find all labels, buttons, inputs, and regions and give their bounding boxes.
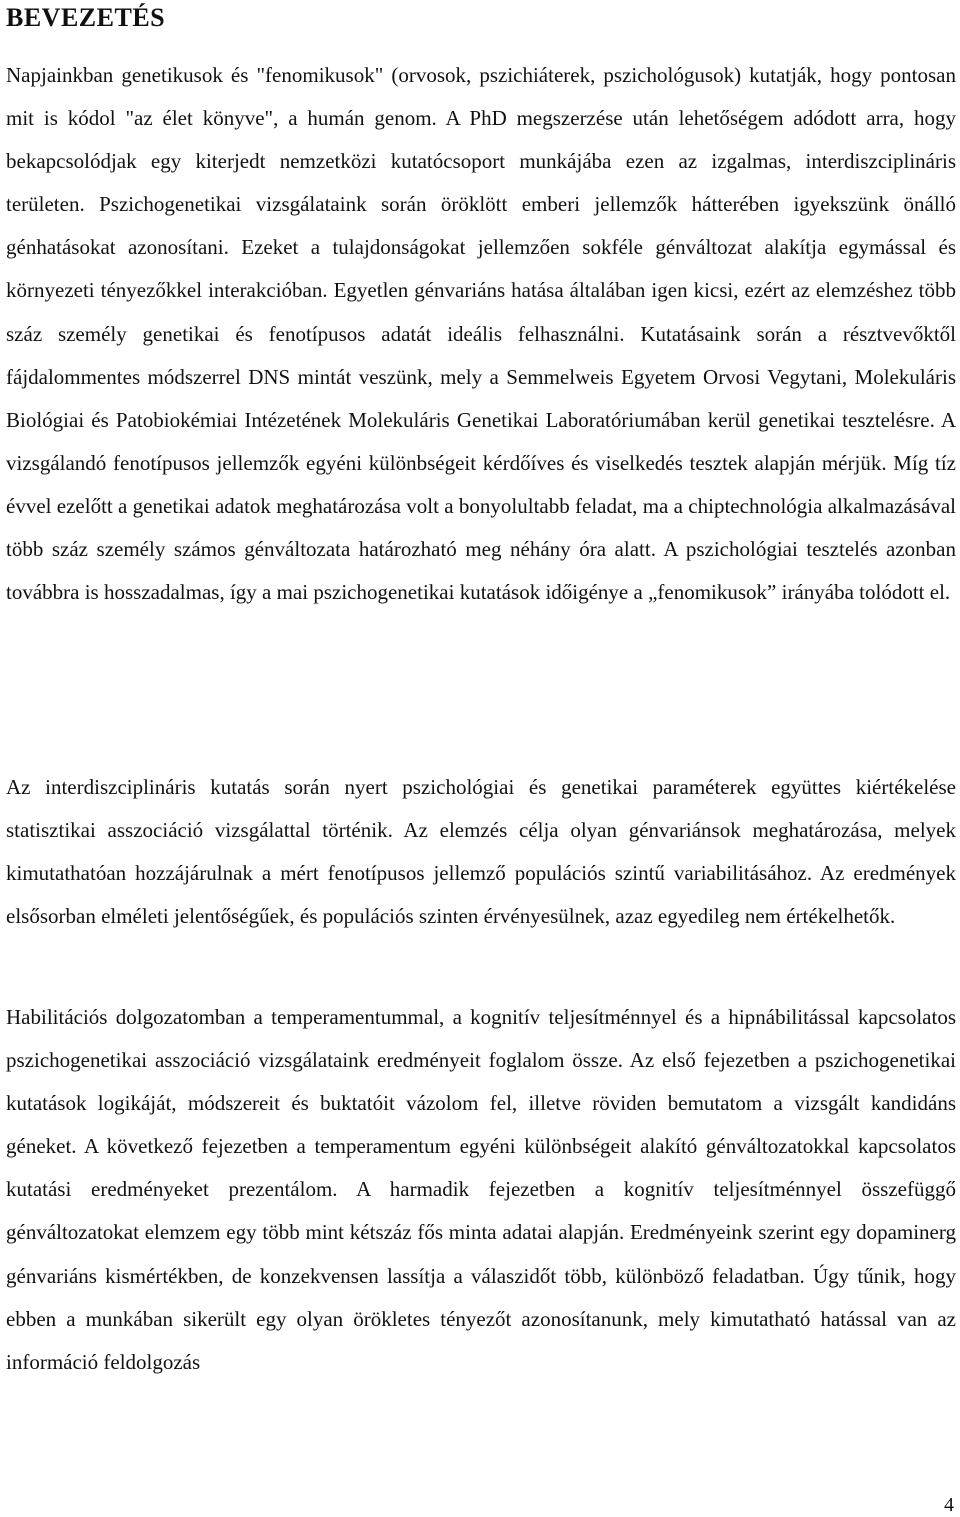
paragraph-analysis: Az interdiszciplináris kutatás során nyert pszichológiai és genetikai paraméterek együttes kiértékelése statisztikai asszociáció vizsgálattal történik. Az elemzés célja olyan génvariánsok meghatározása, melyek kimutathatóan hozzájárulnak a mért fenotípusos jellemző populációs szintű variabilitásához. Az eredmények elsősorban elméleti jelentőségűek, és populációs szinten érvényesülnek, azaz egyedileg nem értékelhetők.	[6, 775, 956, 929]
page-number: 4	[944, 1494, 954, 1516]
paragraph-intro: Napjainkban genetikusok és "fenomikusok" (orvosok, pszichiáterek, pszichológusok) kutatják, hogy pontosan mit is kódol "az élet könyve", a humán genom. A PhD megszerzése után lehetőségem adódott arra, hogy bekapcsolódjak egy kiterjedt nemzetközi kutatócsoport munkájába ezen az izgalmas, interdiszciplináris területen. Pszichogenetikai vizsgálataink során öröklött emberi jellemzők hátterében igyekszünk önálló génhatásokat azonosítani. Ezeket a tulajdonságokat jellemzően sokféle génváltozat alakítja egymással és környezeti tényezőkkel interakcióban. Egyetlen génvariáns hatása általában igen kicsi, ezért az elemzéshez több száz személy genetikai és fenotípusos adatát ideális felhasználni. Kutatásaink során a résztvevőktől fájdalommentes módszerrel DNS mintát veszünk, mely a Semmelweis Egyetem Orvosi Vegytani, Molekuláris Biológiai és Patobiokémiai Intézetének Molekuláris Genetikai Laboratóriumában kerül genetikai tesztelésre. A vizsgálandó fenotípusos jellemzők egyéni különbségeit kérdőíves és viselkedés tesztek alapján mérjük. Míg tíz évvel ezelőtt a genetikai adatok meghatározása volt a bonyolultabb feladat, ma a chiptechnológia alkalmazásával több száz személy számos génváltozata határozható meg néhány óra alatt. A pszichológiai tesztelés azonban továbbra is hosszadalmas, így a mai pszichogenetikai kutatások időigénye a „fenomikusok” irányába tolódott el.	[6, 63, 956, 605]
section-heading: BEVEZETÉS	[6, 3, 166, 32]
paragraph-overview: Habilitációs dolgozatomban a temperamentummal, a kognitív teljesítménnyel és a hipnábilitással kapcsolatos pszichogenetikai asszociáció vizsgálataink eredményeit foglalom össze. Az első fejezetben a pszichogenetikai kutatások logikáját, módszereit és buktatóit vázolom fel, illetve röviden bemutatom a vizsgált kandidáns géneket. A következő fejezetben a temperamentum egyéni különbségeit alakító génváltozatokkal kapcsolatos kutatási eredményeket prezentálom. A harmadik fejezetben a kognitív teljesítménnyel összefüggő génváltozatokat elemzem egy több mint kétszáz fős minta adatai alapján. Eredményeink szerint egy dopaminerg génvariáns kismértékben, de konzekvensen lassítja a válaszidőt több, különböző feladatban. Úgy tűnik, hogy ebben a munkában sikerült egy olyan örökletes tényezőt azonosítanunk, mely kimutatható hatással van az információ feldolgozás	[6, 1005, 956, 1374]
